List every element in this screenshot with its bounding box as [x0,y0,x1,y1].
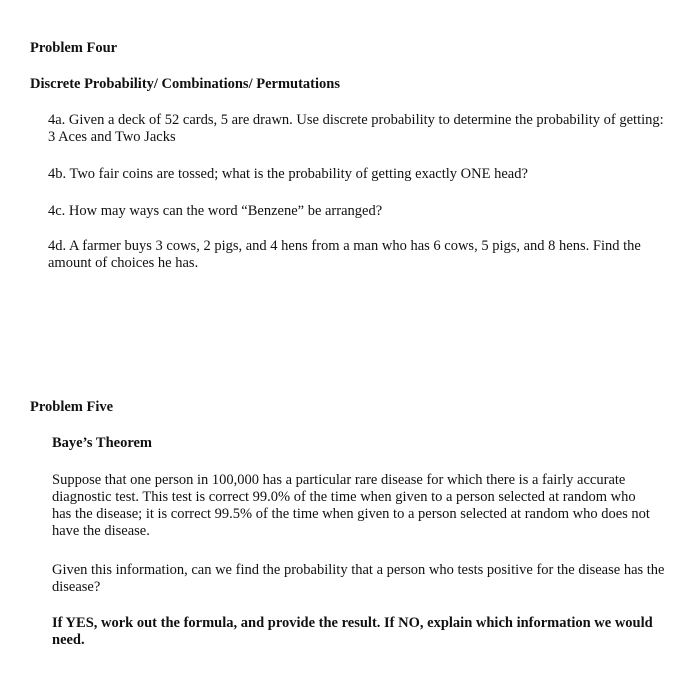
problem-five-paragraph-1: Suppose that one person in 100,000 has a particular rare disease for which there is a fairly accurate diagnostic test. This test is correct 99.0% of the time when given to a person selected at random who has the disease; it is correct 99.5% of the time when given to a person selected at random who does not have the disease. [52,472,650,539]
problem-five-paragraph-2: Given this information, can we find the probability that a person who tests positive for the disease has the disease? [52,562,665,595]
problem-four-subtitle: Discrete Probability/ Combinations/ Permutations [30,76,340,92]
problem-five-title: Problem Five [30,399,114,415]
question-4d: 4d. A farmer buys 3 cows, 2 pigs, and 4 hens from a man who has 6 cows, 5 pigs, and 8 hens. Find the amount of choices he has. [48,238,641,271]
question-4c: 4c. How may ways can the word “Benzene” be arranged? [48,203,383,219]
problem-four-title: Problem Four [30,40,118,56]
problem-five-subtitle: Baye’s Theorem [52,435,153,451]
problem-five-instruction: If YES, work out the formula, and provide the result. If NO, explain which information we would need. [52,615,653,648]
question-4b: 4b. Two fair coins are tossed; what is the probability of getting exactly ONE head? [48,166,528,182]
question-4a: 4a. Given a deck of 52 cards, 5 are drawn. Use discrete probability to determine the probability of getting: 3 Aces and Two Jacks [48,112,664,145]
